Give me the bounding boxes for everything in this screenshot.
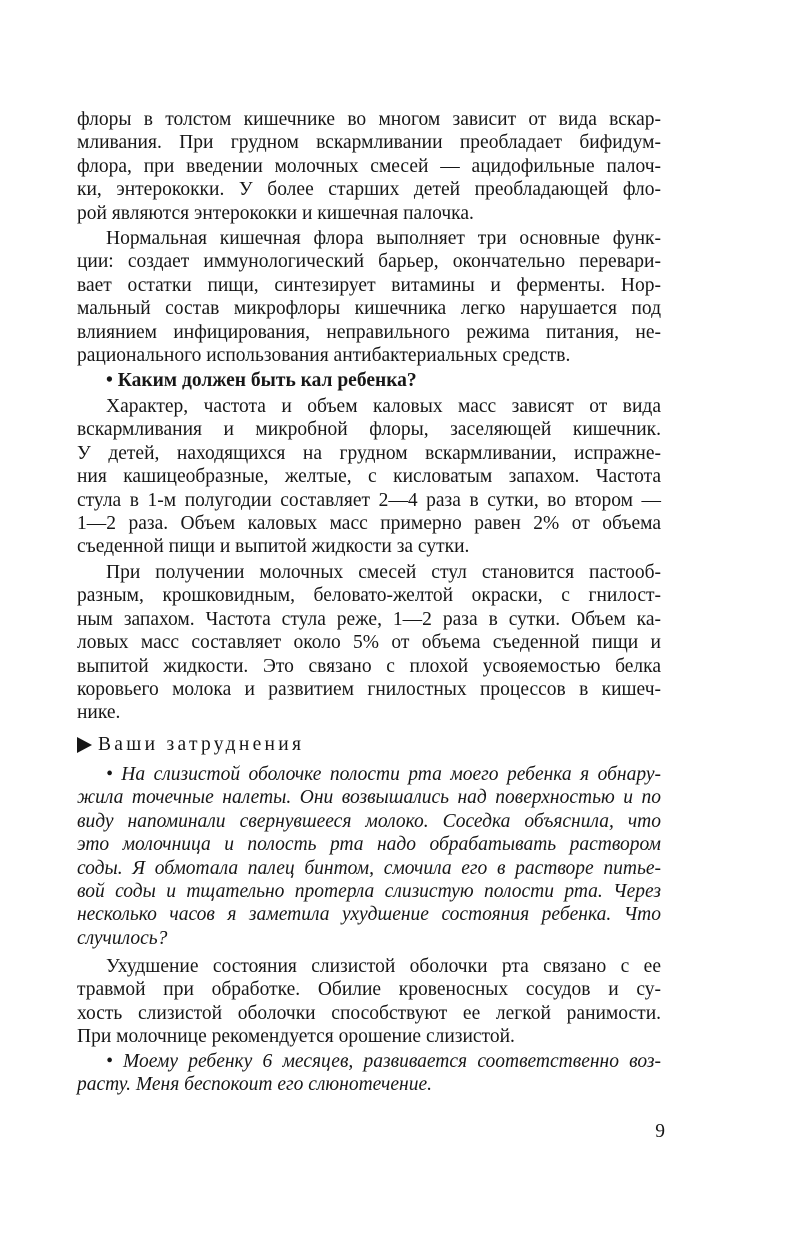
text-line: вает остатки пищи, синтезирует витамины и ферменты. Нор- [77,274,661,296]
text-line: • На слизистой оболочке полости рта моего ребенка я обнару- [106,764,661,785]
text-line: При молочнице рекомендуется орошение слизистой. [77,1026,515,1048]
play-arrow-icon [77,737,92,753]
text-line: Характер, частота и объем каловых масс зависят от вида [106,396,661,417]
paragraph-formula-stool [77,561,661,725]
text-line: 1—2 раза. Объем каловых масс примерно равен 2% от объема [77,513,661,535]
text-line: хость слизистой оболочки способствуют ее легкой ранимости. [77,1002,661,1024]
text-line: разным, крошковидным, беловато-желтой окраски, с гнилост- [77,585,661,607]
text-line: • Моему ребенку 6 месяцев, развивается соответственно воз- [106,1051,661,1072]
text-line: флора, при введении молочных смесей — ацидофильные палоч- [77,155,661,177]
paragraph-normal-flora [77,227,661,367]
text-line: рой являются энтерококки и кишечная палочка. [77,202,474,224]
question-text: • Каким должен быть кал ребенка? [106,370,417,391]
paragraph-stool-character [77,395,661,559]
paragraph-mucosa-answer [77,955,661,1049]
text-line: стула в 1-м полугодии составляет 2—4 раза в сутки, во втором — [77,489,661,511]
text-line: это молочница и полость рта надо обрабатывать раствором [77,834,661,856]
paragraph-flora-feeding [77,108,661,225]
text-line: соды. Я обмотала палец бинтом, смочила его в растворе питье- [77,857,661,879]
text-line: съеденной пищи и выпитой жидкости за сутки. [77,536,470,558]
text-line: коровьего молока и развитием гнилостных процессов в кишеч- [77,679,661,701]
question-drooling [77,1050,661,1097]
text-line: ки, энтерококки. У более старших детей преобладающей фло- [77,179,661,201]
text-line: У детей, находящихся на грудном вскармливании, испражне- [77,442,661,464]
text-line: ции: создает иммунологический барьер, окончательно перевари- [77,251,661,273]
text-line: вскармливания и микробной флоры, заселяющей кишечник. [77,419,661,441]
text-line: ным запахом. Частота стула реже, 1—2 раза в сутки. Объем ка- [77,608,661,630]
text-line: вой соды и тщательно протерла слизистую полости рта. Через [77,881,661,903]
page-number: 9 [655,1121,665,1142]
question-thrush [77,763,661,950]
text-line: травмой при обработке. Обилие кровеносных сосудов и су- [77,979,661,1001]
text-line: ловых масс составляет около 5% от объема съеденной пищи и [77,632,661,654]
text-line: расту. Меня беспокоит его слюнотечение. [77,1074,432,1096]
text-line: жила точечные налеты. Они возвышались над поверхностью и по [77,787,661,809]
question-stool-heading [77,369,661,392]
text-line: нике. [77,702,121,724]
section-heading-difficulties [77,733,304,756]
text-line: несколько часов я заметила ухудшение состояния ребенка. Что [77,904,661,926]
text-line: ния кашицеобразные, желтые, с кисловатым запахом. Частота [77,466,661,488]
text-line: виду напоминали свернувшееся молоко. Соседка объяснила, что [77,810,661,832]
text-line: мальный состав микрофлоры кишечника легко нарушается под [77,298,661,320]
text-line: Нормальная кишечная флора выполняет три основные функ- [106,228,661,249]
text-line: флоры в толстом кишечнике во многом зависит от вида вскар- [77,109,661,130]
section-heading-text: Ваши затруднения [98,734,305,755]
text-line: Ухудшение состояния слизистой оболочки рта связано с ее [106,956,661,977]
text-line: мливания. При грудном вскармливании преобладает бифидум- [77,132,661,154]
text-line: При получении молочных смесей стул становится пастооб- [106,562,661,583]
text-line: выпитой жидкости. Это связано с плохой усвояемостью белка [77,655,661,677]
text-line: влиянием инфицирования, неправильного режима питания, не- [77,321,661,343]
text-line: рационального использования антибактериальных средств. [77,345,571,367]
text-line: случилось? [77,927,168,949]
